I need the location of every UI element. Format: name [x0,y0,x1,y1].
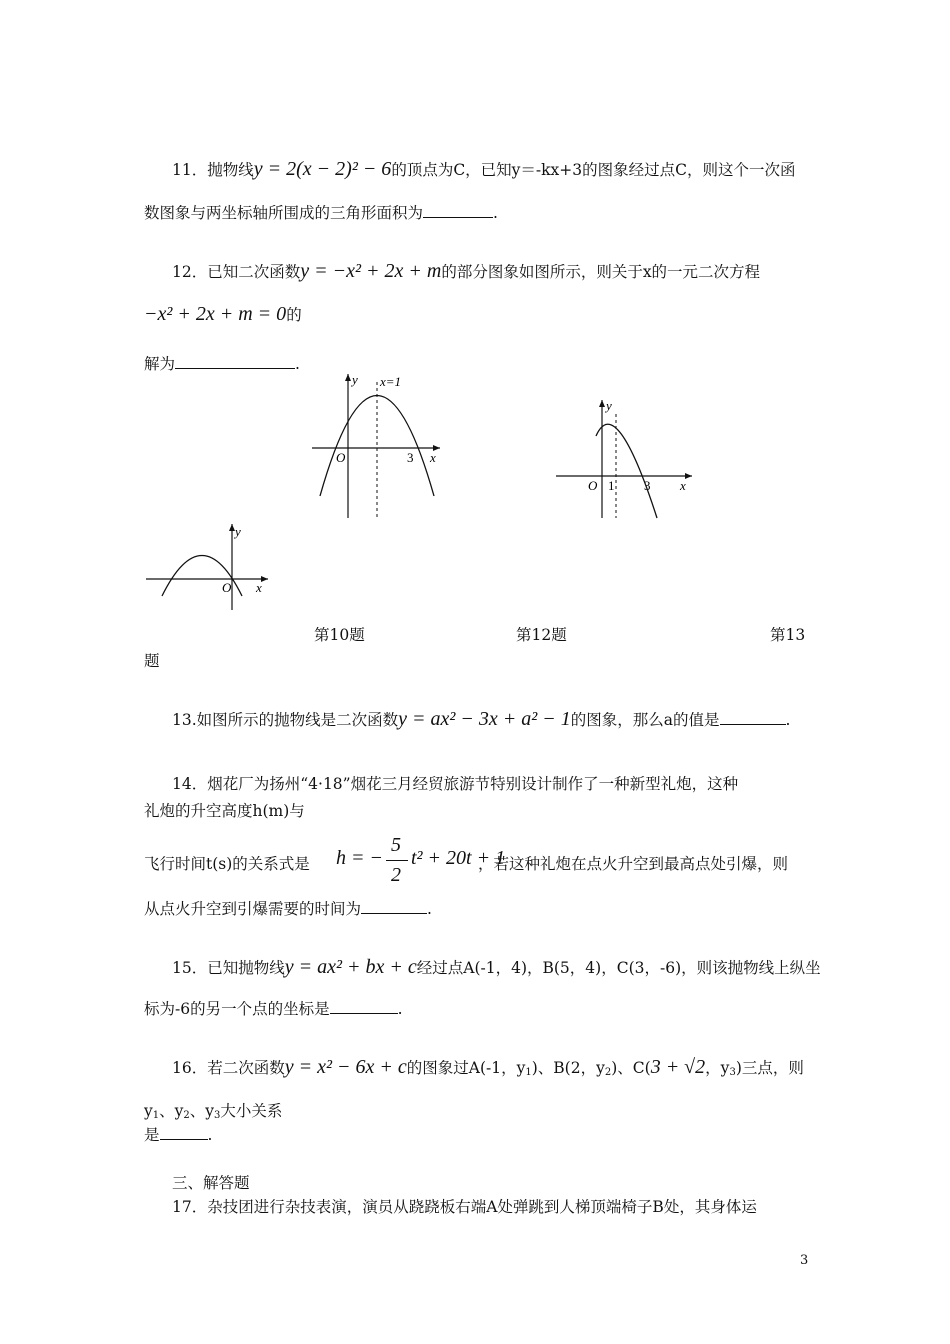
q12-text-c: 的 [286,306,302,324]
q13-text-b: 的图象，那么a的值是 [570,711,720,729]
figure-13-graph [552,396,697,520]
q16-line3 [144,1124,212,1146]
caption-13: 第13 [770,626,806,644]
q14-eq-lhs: h = − [336,847,383,869]
q12-end: . [295,355,300,373]
q14-line3b [478,853,788,875]
fig13-root-label: 3 [644,478,651,493]
q13-end: . [785,711,791,729]
q13-number: 13. [172,711,197,729]
q16-equation: y = x² − 6x + c [284,1056,407,1078]
fig12-axis-label: x=1 [380,374,402,389]
q12-line2 [144,303,302,326]
q11-line1 [172,158,796,181]
q11-line2 [144,202,498,224]
q15-line2 [144,998,403,1020]
fig12-root-label: 3 [407,450,414,465]
q14-fraction-bar [386,860,408,861]
fig12-y-arrow [345,374,351,381]
q16-line2 [144,1100,282,1127]
q14-line2: 礼炮的升空高度h(m)与 [144,802,305,820]
q17-line1 [172,1196,757,1218]
q12-answer-blank[interactable] [175,354,295,369]
fig10-x-label: x [256,580,262,595]
q15-text-b: 经过点A(-1，4)，B(5，4)，C(3，-6)，则该抛物线上纵坐 [416,959,821,977]
q14-line1-text: 烟花厂为扬州“4·18”烟花三月经贸旅游节特别设计制作了一种新型礼炮，这种 [207,775,739,793]
q16-sub-2: 2 [604,1067,612,1078]
q16-number: 16． [172,1059,208,1077]
q15-text-a: 已知抛物线 [207,959,285,977]
q14-fraction-numerator: 5 [391,834,401,856]
q14-line1 [172,773,738,795]
fig12-y-label: y [352,372,358,387]
fig10-y-label: y [235,524,241,539]
fig13-parabola [596,424,657,518]
q11-line2-text: 数图象与两坐标轴所围成的三角形面积为 [144,204,424,222]
q12-number: 12． [172,263,208,281]
q11-end: . [493,204,498,222]
q12-equation: y = −x² + 2x + m [300,260,442,282]
q12-line3 [144,353,300,375]
q14-line4 [144,898,432,920]
q12-equation2: −x² + 2x + m = 0 [144,303,287,325]
q15-number: 15． [172,959,208,977]
q14-eq-rhs: t² + 20t + 1 [411,847,506,869]
page-number: 3 [800,1253,809,1268]
q16-text-b: 的图象过A(-1，y [406,1059,526,1077]
q16-sub-3: 3 [729,1067,736,1078]
caption-12: 第12题 [516,626,567,644]
q12-text-a: 已知二次函数 [207,263,301,281]
figure-12-graph [310,370,445,520]
fig10-x-arrow [261,576,268,582]
q11-number: 11． [172,161,208,179]
fig13-x-label: x [680,478,686,493]
caption-10: 第10题 [314,626,365,644]
q14-number: 14． [172,775,208,793]
fig13-tick-label: 1 [608,478,615,493]
q16-y-vars: $y_1$、$y_2$、$y_3$ [144,1102,221,1121]
q12-line1 [172,260,760,283]
q11-answer-blank[interactable] [423,203,493,218]
section-3-title: 三、解答题 [172,1174,250,1192]
q14-text-b: ，若这种礼炮在点火升空到最高点处引爆，则 [478,855,789,873]
q15-line1 [172,956,821,979]
q16-line2-text: 大小关系 [220,1102,283,1120]
q16-equation2: 3 + √2 [650,1056,706,1078]
q16-line3-text: 是 [144,1126,160,1144]
q14-line4-text: 从点火升空到引爆需要的时间为 [144,900,362,918]
q11-equation: y = 2(x − 2)² − 6 [253,158,392,180]
q14-answer-blank[interactable] [361,899,427,914]
q16-end: . [207,1126,213,1144]
q13-line1 [172,708,790,731]
q17-text: 杂技团进行杂技表演，演员从跷跷板右端A处弹跳到人梯顶端椅子B处，其身体运 [207,1198,757,1216]
q15-line2-text: 标为-6的另一个点的坐标是 [144,1000,330,1018]
fig13-x-arrow [685,473,692,479]
caption-13-wrap: 题 [144,652,160,670]
fig10-origin-label: O [222,580,232,595]
q11-text-b: 的顶点为C，已知y＝-kx+3的图象经过点C，则这个一次函 [391,161,796,179]
q14-end: . [427,900,432,918]
q12-text-b: 的部分图象如图所示，则关于x的一元二次方程 [441,263,761,281]
q15-answer-blank[interactable] [330,999,398,1014]
q17-number: 17． [172,1198,208,1216]
q13-text-a: 如图所示的抛物线是二次函数 [196,711,399,729]
q16-text-f: )三点，则 [735,1059,804,1077]
figure-10-graph [144,520,274,612]
q16-text-e: ，y [705,1059,730,1077]
q11-text-a: 抛物线 [207,161,254,179]
q16-text-c: )、B(2，y [531,1059,605,1077]
q16-answer-blank[interactable] [160,1125,208,1140]
q16-sub-1: 1 [525,1067,532,1078]
q14-line3 [144,853,310,875]
q13-equation: y = ax² − 3x + a² − 1 [398,708,571,730]
q16-text-a: 若二次函数 [207,1059,285,1077]
q14-fraction [383,830,411,890]
fig12-origin-label: O [336,450,346,465]
q14-text-a: 飞行时间t(s)的关系式是 [144,855,310,873]
q15-equation: y = ax² + bx + c [284,956,417,978]
q15-end: . [397,1000,403,1018]
q13-answer-blank[interactable] [720,710,786,725]
q12-line3-text: 解为 [144,355,176,373]
fig12-x-label: x [430,450,436,465]
fig13-origin-label: O [588,478,598,493]
q16-text-d: )、C( [611,1059,651,1077]
q14-fraction-denominator: 2 [391,864,401,886]
fig13-y-arrow [599,400,605,407]
fig13-y-label: y [606,398,612,413]
q16-line1 [172,1056,804,1084]
